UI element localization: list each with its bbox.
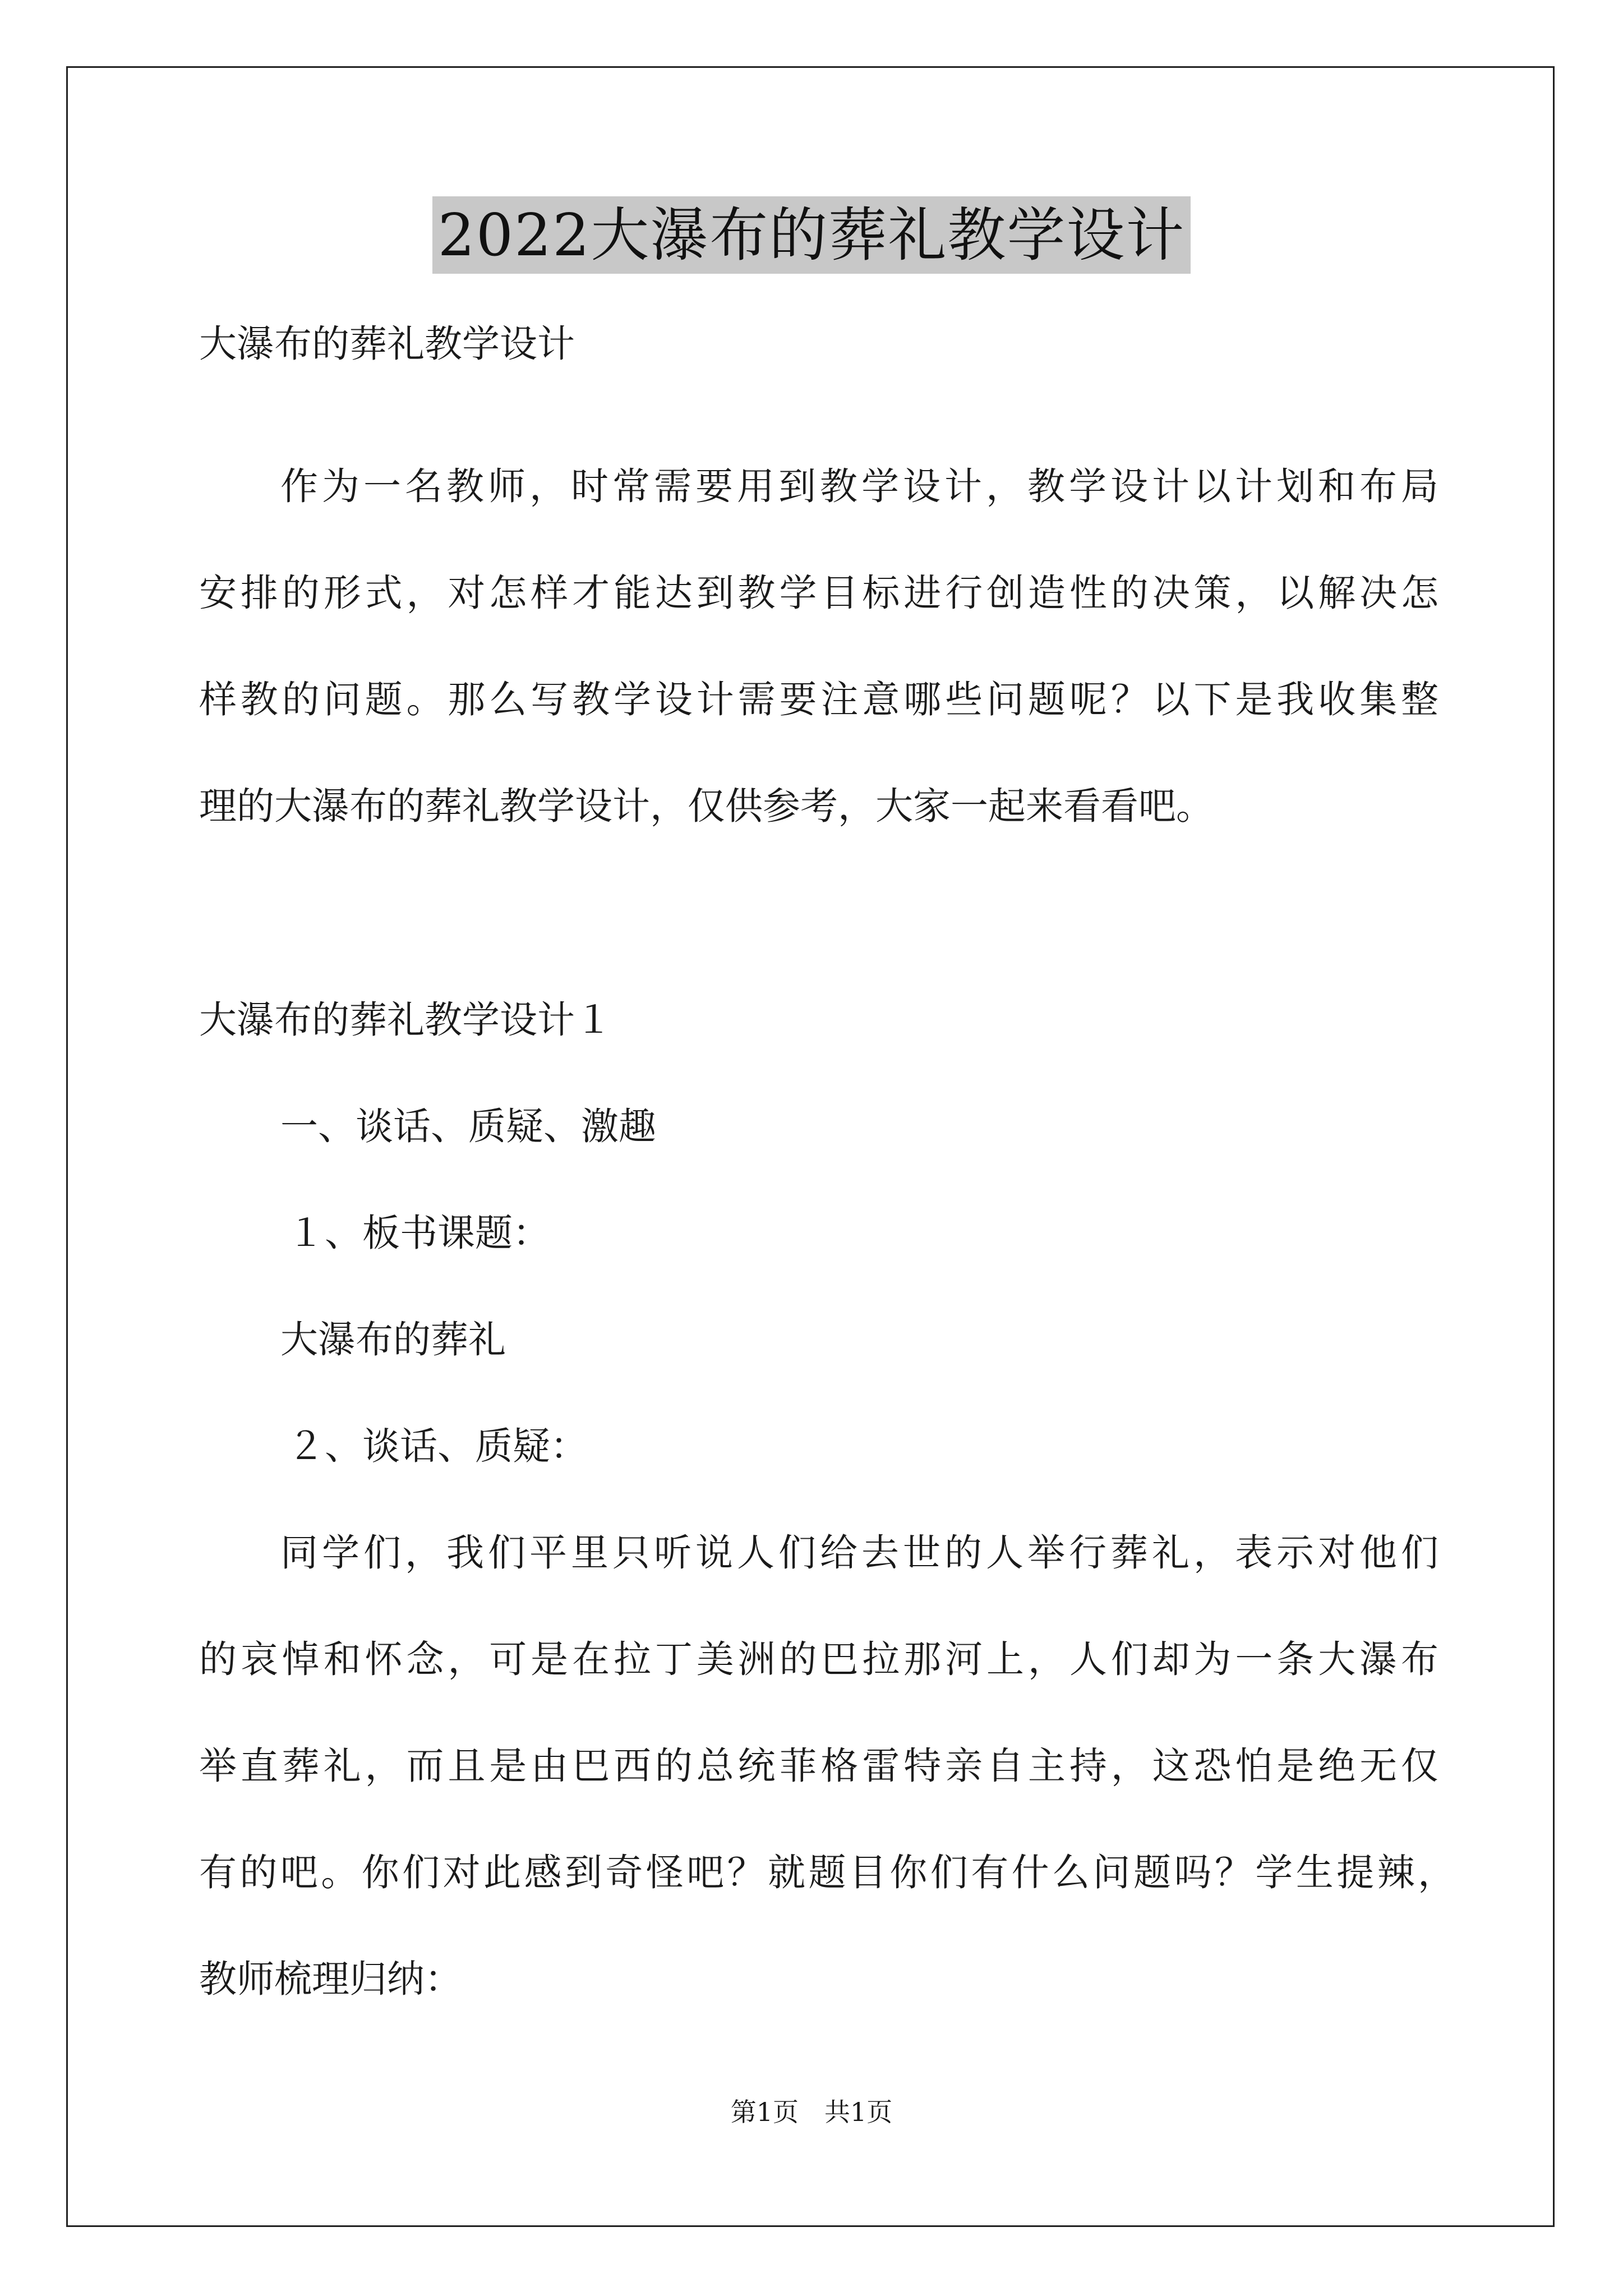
- body-line-1: 同学们，我们平里只听说人们给去世的人举行葬礼，表示对他们: [280, 1531, 1438, 1575]
- intro-line-2: 安排的形式，对怎样才能达到教学目标进行创造性的决策，以解决怎: [199, 571, 1438, 615]
- intro-line-3: 样教的问题。那么写教学设计需要注意哪些问题呢？以下是我收集整: [199, 678, 1438, 721]
- page-number: 第1页 共1页: [730, 2097, 893, 2127]
- body-line-5: 教师梳理归纳：: [199, 1957, 462, 2001]
- item-one-label: １、板书课题：: [287, 1211, 550, 1255]
- intro-line-1: 作为一名教师，时常需要用到教学设计，教学设计以计划和布局: [280, 464, 1438, 508]
- document-title: 2022大瀑布的葬礼教学设计: [432, 196, 1191, 274]
- step-one-heading: 一、谈话、质疑、激趣: [280, 1105, 656, 1148]
- document-subtitle: 大瀑布的葬礼教学设计: [199, 322, 575, 366]
- item-two-label: ２、谈话、质疑：: [287, 1424, 588, 1468]
- intro-line-4: 理的大瀑布的葬礼教学设计，仅供参考，大家一起来看看吧。: [199, 784, 1214, 828]
- body-line-2: 的哀悼和怀念，可是在拉丁美洲的巴拉那河上，人们却为一条大瀑布: [199, 1637, 1438, 1681]
- title-container: [0, 196, 1623, 274]
- body-line-3: 举直葬礼，而且是由巴西的总统菲格雷特亲自主持，这恐怕是绝无仅: [199, 1744, 1438, 1788]
- body-line-4: 有的吧。你们对此感到奇怪吧？就题目你们有什么问题吗？学生提辣，: [199, 1851, 1455, 1894]
- board-title: 大瀑布的葬礼: [280, 1318, 506, 1361]
- section-heading: 大瀑布的葬礼教学设计１: [199, 998, 612, 1042]
